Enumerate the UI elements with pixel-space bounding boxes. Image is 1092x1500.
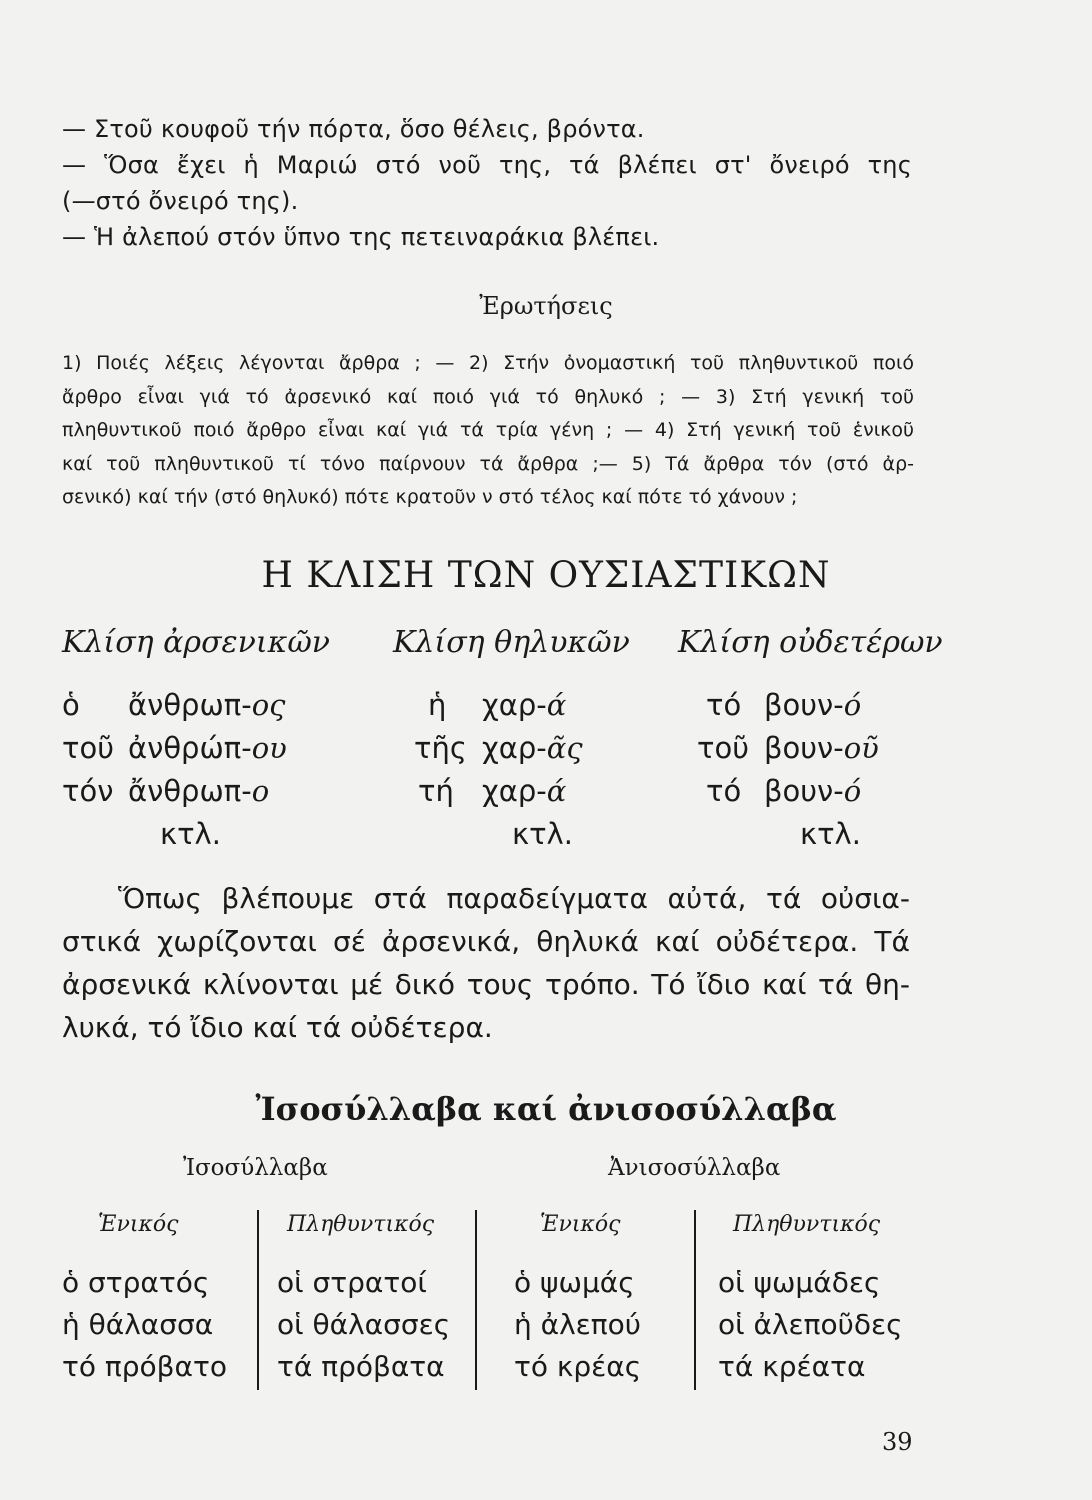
paragraph-line-2: στικά χωρίζονται σέ ἀρσενικά, θηλυκά καί οὐδέτερα. Τά [62,925,910,958]
aniso-plural-label: Πληθυντικός [733,1212,881,1237]
fem-article: ἡ [428,688,447,722]
aniso-singular-word: τό κρέας [514,1350,642,1383]
fem-form: χαρ-ᾶς [482,731,583,765]
column-divider [257,1210,259,1390]
anisosyllabic-heading: Ἀνισοσύλλαβα [608,1155,781,1181]
isosyllabic-heading: Ἰσοσύλλαβα [183,1155,328,1181]
masc-form: ἀνθρώπ-ου [128,731,287,765]
feminine-header: Κλίση θηλυκῶν [393,625,630,660]
iso-singular-word: ἡ θάλασσα [62,1308,214,1341]
page-number: 39 [882,1428,913,1456]
syllable-title: Ἰσοσύλλαβα καί ἀνισοσύλλαβα [255,1090,837,1128]
question-line-5: σενικό) καί τήν (στό θηλυκό) πότε κρατοῦν ν στό τέλος καί πότε τό χάνουν ; [62,486,798,508]
iso-plural-word: οἱ στρατοί [277,1266,427,1299]
neut-form: βουν-ό [764,774,862,808]
aniso-singular-word: ὁ ψωμάς [514,1266,635,1299]
question-line-1: 1) Ποιές λέξεις λέγονται ἄρθρα ; — 2) Στήν ὀνομαστική τοῦ πληθυντικοῦ ποιό [62,352,914,374]
paragraph-line-1: Ὅπως βλέπουμε στά παραδείγματα αὐτά, τά οὐσια- [118,882,910,915]
masc-article: τόν [62,774,114,808]
aniso-singular-label: Ἑνικός [540,1212,621,1237]
masc-article: ὁ [62,688,80,722]
question-line-3: πληθυντικοῦ ποιό ἄρθρο εἶναι καί γιά τά τρία γένη ; — 4) Στή γενική τοῦ ἑνικοῦ [62,419,914,441]
aniso-singular-word: ἡ ἀλεπού [514,1308,641,1341]
questions-heading: Ἐρωτήσεις [479,292,613,320]
masc-article: τοῦ [62,731,114,765]
neut-form: βουν-ό [764,688,862,722]
iso-plural-label: Πληθυντικός [287,1212,435,1237]
fem-etc: κτλ. [512,817,573,851]
question-line-2: ἄρθρο εἶναι γιά τό ἀρσενικό καί ποιό γιά τό θηλυκό ; — 3) Στή γενική τοῦ [62,386,914,408]
dialogue-line-3: (—στό ὄνειρό της). [62,187,299,215]
masc-form: ἄνθρωπ-ο [128,774,270,808]
iso-plural-word: οἱ θάλασσες [277,1308,451,1341]
aniso-plural-word: οἱ ἀλεποῦδες [718,1308,903,1341]
paragraph-line-3: ἀρσενικά κλίνονται μέ δικό τους τρόπο. Τό ἴδιο καί τά θη- [62,968,910,1001]
masc-form: ἄνθρωπ-ος [128,688,286,722]
neut-article: τό [706,688,742,722]
paragraph-line-4: λυκά, τό ἴδιο καί τά οὐδέτερα. [62,1011,493,1044]
question-line-4: καί τοῦ πληθυντικοῦ τί τόνο παίρνουν τά ἄρθρα ;— 5) Τά ἄρθρα τόν (στό ἀρ- [62,453,914,475]
neuter-header: Κλίση οὐδετέρων [678,625,943,660]
iso-singular-label: Ἑνικός [98,1212,179,1237]
column-divider [475,1210,477,1390]
iso-singular-word: ὁ στρατός [62,1266,210,1299]
iso-plural-word: τά πρόβατα [277,1350,445,1383]
aniso-plural-word: οἱ ψωμάδες [718,1266,881,1299]
declension-title: Η ΚΛΙΣΗ ΤΩΝ ΟΥΣΙΑΣΤΙΚΩΝ [261,555,831,596]
fem-form: χαρ-ά [482,774,567,808]
dialogue-line-4: — Ἡ ἀλεπού στόν ὕπνο της πετειναράκια βλέπει. [62,223,660,251]
fem-article: τή [418,774,454,808]
fem-article: τῆς [414,731,467,765]
neut-etc: κτλ. [800,817,861,851]
column-divider [694,1210,696,1390]
masc-etc: κτλ. [160,817,221,851]
neut-article: τό [706,774,742,808]
dialogue-line-1: — Στοῦ κουφοῦ τήν πόρτα, ὅσο θέλεις, βρόντα. [62,115,645,143]
aniso-plural-word: τά κρέατα [718,1350,866,1383]
masculine-header: Κλίση ἀρσενικῶν [62,625,331,660]
neut-form: βουν-οῦ [764,731,879,765]
iso-singular-word: τό πρόβατο [62,1350,227,1383]
neut-article: τοῦ [697,731,749,765]
dialogue-line-2: — Ὅσα ἔχει ἡ Μαριώ στό νοῦ της, τά βλέπει στ' ὄνειρό της [62,151,912,179]
fem-form: χαρ-ά [482,688,567,722]
